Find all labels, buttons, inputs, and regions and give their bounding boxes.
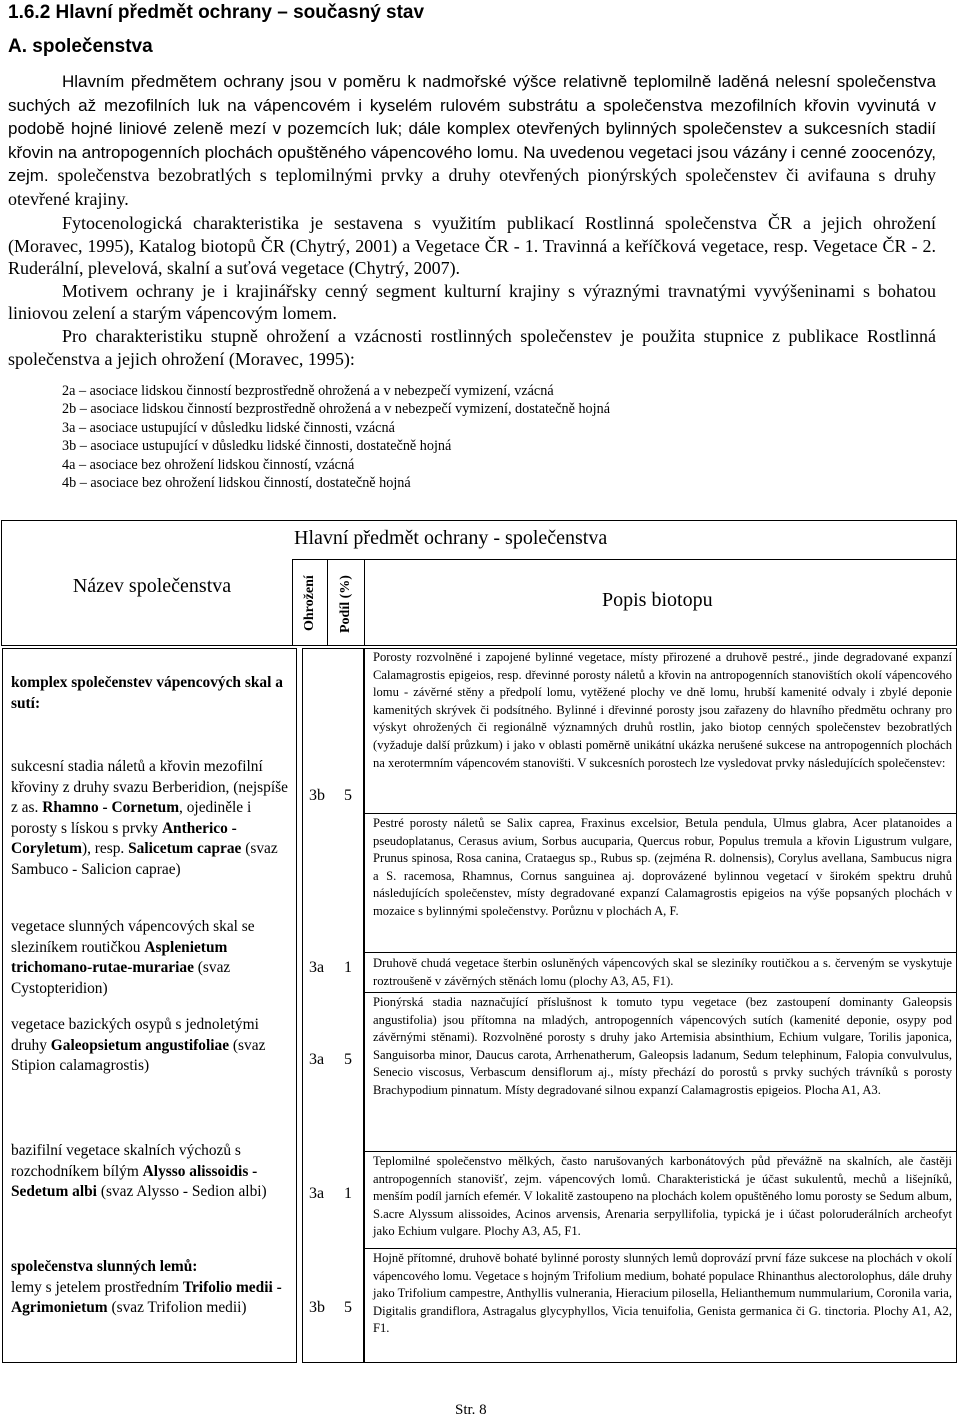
scale-item: 4b – asociace bez ohrožení lidskou činností, dostatečně hojná [62, 475, 411, 492]
header-threat: Ohrožení [302, 575, 317, 631]
header-description: Popis biotopu [602, 589, 713, 611]
page-number: Str. 8 [455, 1402, 487, 1418]
intro-text-3: Motivem ochrany je i krajinářsky cenný segment kulturní krajiny s výraznými travnatými vyvýšeninami s bohatou liniovou zelení a starým vápencovým lomem. [8, 280, 936, 324]
intro-text-1b: společenstva bezobratlých s teplomilnými prvky a druhy otevřených pionýrských společenstev či avifauna s druhy otevřené krajiny. [8, 165, 936, 209]
scale-item: 2b – asociace lidskou činností bezprostředně ohrožená a v nebezpečí vymizení, dostatečně hojná [62, 401, 610, 418]
table-row-name: společenstva slunných lemů: lemy s jetelem prostředním Trifolio medii - Agrimonietum (svaz Trifolion medii) [11, 1258, 282, 1316]
table-row-description: Porosty rozvolněné i zapojené bylinné vegetace, místy přirozené a druhově pestré., jinde degradované expanzí Calamagrostis epigeios, resp. dřevinné porosty náletů a křovin na antropogenních stanovištích okolí vápencového lomu - závěrné stěny a předpolí lomu, vytěžené plochy ve dně lomu, hrubší kamenité odvaly i zbylé deponie kamenitých skrývek či podsítného. Bylinné i dřevinné porosty jsou zařazeny do hlavního předmětu ochrany pro výskyt ohrožených či regionálně významných druhů rostlin, jako biotop cenných společenstev bezobratlých (vyžaduje další průzkum) i jako v oblasti poměrně unikátní ukázka nerušené sukcese na antropogenních plochách na xerotermním vápencovém stanovišti. V sukcesních porostech lze vysledovat prvky následujících společenstev: [373, 650, 952, 770]
table-row-description: Pionýrská stadia naznačující příslušnost k tomuto typu vegetace (bez zastoupení dominanty Galeopsis angustifolia) jsou přítomna na mladých, antropogenních vápencových sutích (kamenité deponie, osypy pod závěrnými stěnami). Rozvolněné porosty s druhy jako Artemisia absinthium, Echium vulgare, Torilis japonica, Sanguisorba minor, Daucus carota, Arrhenatherum, Galeopsis ladanum, Sedum telephinum, Falopia convulvulus, Senecio viscosus, Verbascum densiflorum aj., místy přechází do porostů s prvky suchých trávníků s porosty Brachypodium pinnatum. Místy degradované silnou expanzí Calamagrostis epigeios. Plocha A1, A3. [373, 995, 952, 1097]
communities-table [1, 520, 957, 1363]
share-value: 5 [344, 1299, 352, 1316]
table-row-name: sukcesní stadia náletů a křovin mezofilní křoviny z druhy svazu Berberidion, (nejspíše z as. Rhamno - Cornetum, ojediněle i porosty s lískou s prvky Antherico - Coryletum), resp. Salicetum caprae (svaz Sambuco - Salicion caprae) [11, 758, 288, 878]
scale-item: 3a – asociace ustupující v důsledku lidské činnosti, vzácná [62, 419, 395, 436]
share-value: 1 [344, 1185, 352, 1202]
intro-text-2: Fytocenologická charakteristika je sestavena s využitím publikací Rostlinná společenstva ČR a jejich ohrožení (Moravec, 1995), Katalog biotopů ČR (Chytrý, 2001) a Vegetace ČR - 1. Travinná a keříčková vegetace, resp. Vegetace ČR - 2. Ruderální, plevelová, skalní a suťová vegetace (Chytrý, 2007). [8, 213, 936, 279]
threat-value: 3a [309, 1051, 325, 1068]
threat-value: 3a [309, 959, 325, 976]
header-share: Podíl (%) [338, 575, 353, 633]
intro-text-1: Hlavním předmětem ochrany jsou v poměru k nadmořské výšce relativně teplomilně laděná nelesní společenstva suchých až mezofilních luk na vápencovém i kyselém rulovém substrátu a společenstva mezofilních křovin vyvinutá v podobě hojné liniové zeleně mezí v pozemcích luk; dále komplex otevřených bylinných společenstev a sukcesních stadií křovin na antropogenních plochách opuštěného vápencového lomu. Na uvedenou vegetaci jsou vázány i cenné zoocenózy, zejm. [8, 72, 936, 186]
table-row-name: bazifilní vegetace skalních výchozů s rozchodníkem bílým Alysso alissoidis - Sedetum albi (svaz Alysso - Sedion albi) [11, 1142, 267, 1200]
scale-item: 4a – asociace bez ohrožení lidskou činností, vzácná [62, 456, 355, 473]
table-row-description: Teplomilné společenstvo mělkých, často narušovaných karbonátových půd převážně na skalních, ale častěji antropogenních stanovišť, zejm. vápencových lomů. Charakteristická je účast sukulentů, mechů a lišejníků, menším podíl jarních efemér. V lokalitě zastoupeno na plochách kolem opuštěného lomu porosty se Sedum album, S.acre Alyssum alissoides, Acinos arvensis, Arenaria serpyllifolia, typická je i účast poloruderálních archeofyt jako Echium vulgare. Plochy A3, A5, F1. [373, 1154, 952, 1239]
share-value: 5 [344, 787, 352, 804]
table-header [1, 520, 957, 646]
table-row-name: komplex společenstev vápencových skal a sutí: [11, 674, 283, 712]
section-heading: 1.6.2 Hlavní předmět ochrany – současný stav [8, 2, 425, 23]
table-row-description: Hojně přítomné, druhově bohaté bylinné porosty slunných lemů doprovází první fáze sukcese na plochách v okolí vápencového lomu. Vegetace s hojným Trifolium medium, bohaté populace Rhinanthus alectorolophus, dále druhy jako Trifolium campestre, Anthyllis vulnerania, Hieracium pilosella, Helianthemum nummularium, Coronila varia, Digitalis grandiflora, Astragalus glycyphyllos, Vicia tenuifolia, Genista germanica či G. tinctoria. Plochy A1, A2, F1. [373, 1251, 952, 1336]
intro-paragraph-1 [8, 70, 936, 212]
table-row-description: Pestré porosty náletů se Salix caprea, Fraxinus excelsior, Betula pendula, Ulmus glabra, Acer platanoides a pseudoplatanus, Cerasus avium, Sorbus aucuparia, Quercus robur, Populus tremula a křovin Ligustrum vulgare, Prunus spinosa, Rosa canina, Crataegus sp., Rubus sp. (zejména R. dolnensis), Corylus avellana, Sambucus nigra a S. racemosa, Rhamnus, Cornus sanguinea aj. doprovázené bylinnou vegetací v širokém spektru druhů následujících společenstev, místy degradované expanzí Calamagrostis epigeios na výše popsaných plochách v mozaice s bylinnými společenstvy. Porůznu v plochách A, F. [373, 816, 952, 918]
share-value: 5 [344, 1051, 352, 1068]
threat-value: 3b [309, 787, 325, 804]
table-row-name: vegetace bazických osypů s jednoletými druhy Galeopsietum angustifoliae (svaz Stipion calamagrostis) [11, 1016, 266, 1074]
table-row-description: Druhově chudá vegetace šterbin osluněných vápencových skal se sleziníky routičkou a s. červeným se vyskytuje roztroušeně v závěrných stěnách lomu (plochy A3, A5, F1). [373, 956, 952, 988]
subsection-heading: A. společenstva [8, 36, 153, 57]
scale-item: 2a – asociace lidskou činností bezprostředně ohrožená a v nebezpečí vymizení, vzácná [62, 383, 554, 399]
scale-item: 3b – asociace ustupující v důsledku lidské činnosti, dostatečně hojná [62, 438, 452, 455]
values-column [302, 648, 364, 1363]
threat-value: 3b [309, 1299, 325, 1316]
name-column [2, 648, 297, 1363]
header-name: Název společenstva [72, 575, 232, 597]
table-title: Hlavní předmět ochrany - společenstva [294, 527, 608, 549]
threat-value: 3a [309, 1185, 325, 1202]
intro-paragraph-2 [8, 212, 936, 370]
threat-scale-list [62, 382, 610, 492]
description-column [364, 648, 957, 1363]
share-value: 1 [344, 959, 352, 976]
table-row-name: vegetace slunných vápencových skal se sleziníkem routičkou Asplenietum trichomano-rutae-murariae (svaz Cystopteridion) [11, 918, 255, 997]
intro-text-4: Pro charakteristiku stupně ohrožení a vzácnosti rostlinných společenstev je použita stupnice z publikace Rostlinná společenstva a jejich ohrožení (Moravec, 1995): [8, 325, 936, 369]
